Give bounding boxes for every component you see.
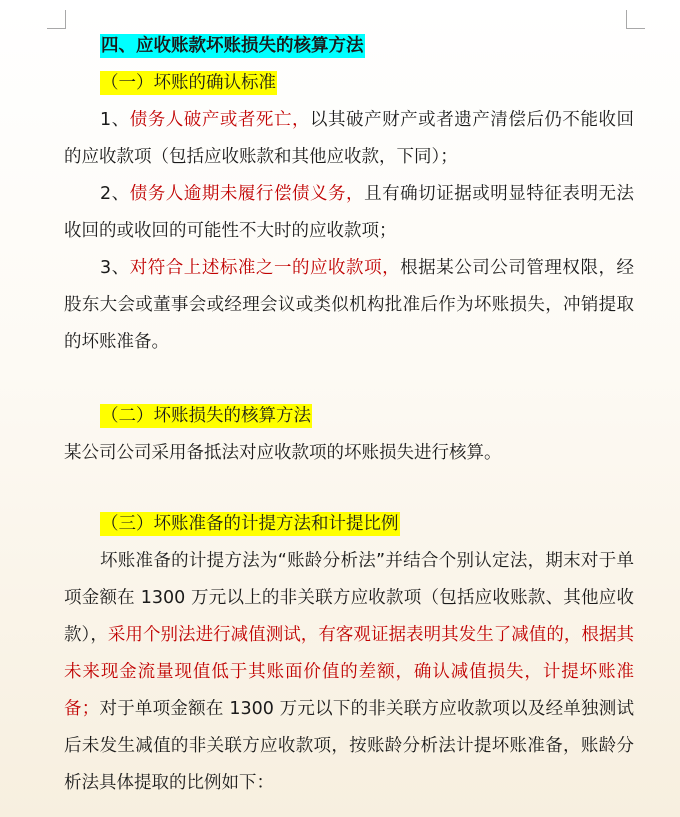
criteria-item-3 [64, 250, 634, 361]
subheading-accounting-method: （二）坏账损失的核算方法 [101, 406, 311, 426]
provision-text-highlight: 采用个别法进行减值测试，有客观证据表明其发生了减值的，根据其未来现金流量现值低于其账面价值的差额，确认减值损失，计提坏账准备； [64, 625, 635, 719]
blank-line [64, 472, 634, 506]
page-corner-mark-left [47, 10, 66, 29]
page-corner-mark-right [626, 10, 645, 29]
section-title: 四、应收账款坏账损失的核算方法 [101, 36, 364, 56]
provision-text-part-1: 坏账准备的计提方法为“账龄分析法”并结合个别认定法，期末对于单项金额在 1300 万元以上的非关联方应收款项（包括应收账款、其他应收款）， [64, 551, 634, 645]
criteria-item-3-highlight: 对符合上述标准之一的应收款项， [129, 258, 401, 278]
provision-method-paragraph [64, 543, 634, 802]
criteria-item-3-number: 3、 [100, 258, 130, 278]
subheading-1-line [64, 65, 634, 102]
subheading-provision-method: （三）坏账准备的计提方法和计提比例 [101, 514, 399, 534]
accounting-method-text: 某公司公司采用备抵法对应收款项的坏账损失进行核算。 [64, 443, 502, 463]
subheading-2-line [64, 398, 634, 435]
blank-line [64, 361, 634, 398]
criteria-item-2-highlight: 债务人逾期未履行偿债义务， [129, 184, 365, 204]
section-title-line [64, 28, 634, 65]
provision-text-part-3: 对于单项金额在 1300 万元以下的非关联方应收款项以及经单独测试后未发生减值的非关联方应收款项，按账龄分析法计提坏账准备，账龄分析法具体提取的比例如下： [64, 699, 634, 793]
criteria-item-1 [64, 102, 634, 176]
subheading-3-line [64, 506, 634, 543]
criteria-item-1-text: 以其破产财产或者遗产清偿后仍不能收回的应收款项（包括应收账款和其他应收款，下同）； [64, 110, 635, 167]
criteria-item-1-number: 1、 [100, 110, 130, 130]
criteria-item-2 [64, 176, 634, 250]
criteria-item-3-text: 根据某公司公司管理权限，经股东大会或董事会或经理会议或类似机构批准后作为坏账损失，冲销提取的坏账准备。 [64, 258, 635, 352]
criteria-item-2-number: 2、 [100, 184, 130, 204]
subheading-confirmation-criteria: （一）坏账的确认标准 [101, 73, 276, 93]
criteria-item-1-highlight: 债务人破产或者死亡， [129, 110, 310, 130]
document-page [64, 28, 634, 802]
criteria-item-2-text: 且有确切证据或明显特征表明无法收回的或收回的可能性不大时的应收款项； [64, 184, 635, 241]
